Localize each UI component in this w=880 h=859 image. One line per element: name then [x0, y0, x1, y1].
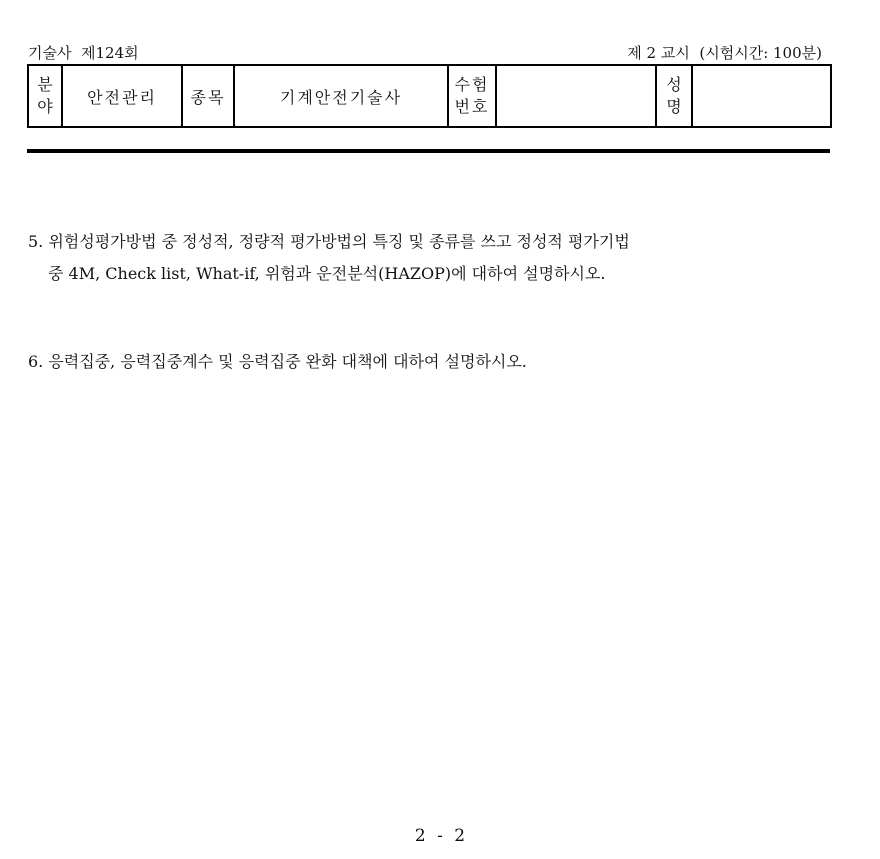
header-divider	[27, 149, 830, 153]
question-6-line-1: 6. 응력집중, 응력집중계수 및 응력집중 완화 대책에 대하여 설명하시오.	[28, 352, 527, 371]
exam-number-label-bottom: 번호	[454, 97, 490, 116]
field-value: 안전관리	[62, 65, 182, 127]
field-label-top: 분	[37, 75, 53, 94]
exam-header-table	[27, 64, 832, 128]
exam-number-field[interactable]	[496, 65, 656, 127]
exam-session: 제 2 교시 (시험시간: 100분)	[627, 44, 822, 62]
exam-number-label-top: 수험	[454, 75, 490, 94]
name-label-top: 성	[666, 75, 682, 94]
exam-title: 기술사 제124회	[28, 44, 139, 62]
question-5	[28, 226, 838, 290]
field-label-cell	[28, 65, 62, 127]
exam-number-label-cell	[448, 65, 496, 127]
page-number: 2 - 2	[414, 826, 466, 846]
item-value: 기계안전기술사	[234, 65, 448, 127]
name-label-cell	[656, 65, 692, 127]
exam-info-line	[28, 42, 830, 62]
name-label-bottom: 명	[666, 97, 682, 116]
item-label: 종목	[182, 65, 234, 127]
question-5-line-2: 중 4M, Check list, What-if, 위험과 운전분석(HAZOP)에 대하여 설명하시오.	[48, 264, 606, 283]
question-6	[28, 346, 838, 378]
field-label-bottom: 야	[37, 97, 53, 116]
question-5-line-1: 5. 위험성평가방법 중 정성적, 정량적 평가방법의 특징 및 종류를 쓰고 정성적 평가기법	[28, 232, 630, 251]
name-field[interactable]	[692, 65, 831, 127]
